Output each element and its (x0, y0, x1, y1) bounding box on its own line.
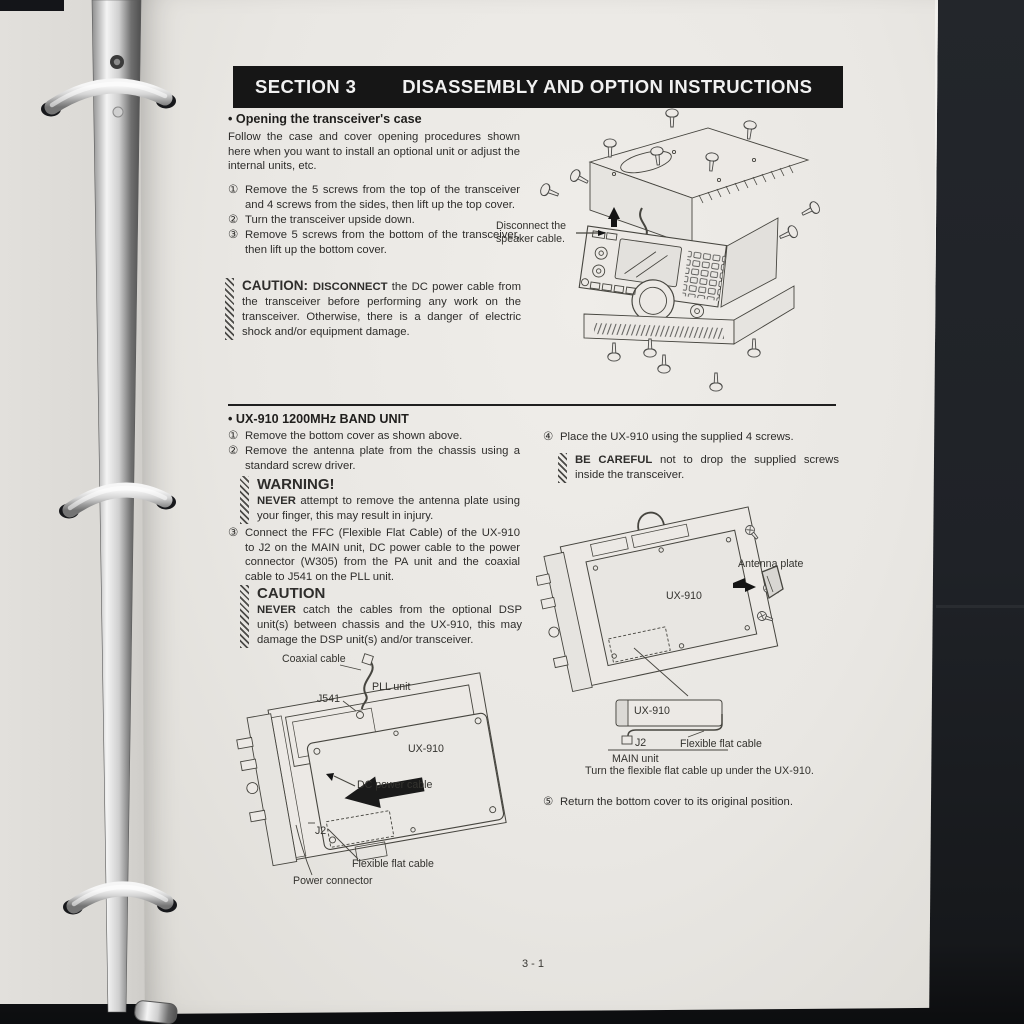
step-text: Place the UX-910 using the supplied 4 screws. (560, 431, 794, 443)
step-number: ① (228, 430, 239, 442)
speaker-cable-label: Disconnect the speaker cable. (496, 220, 567, 245)
step-text: Remove the bottom cover as shown above. (245, 430, 463, 442)
ux910-placement-diagram (536, 488, 840, 768)
be-careful-text (575, 453, 839, 483)
step-text: Turn the transceiver upside down. (245, 213, 415, 226)
caution2-text (257, 585, 522, 648)
hatch-bar-icon (558, 453, 567, 483)
opening-steps (228, 183, 520, 258)
step-number: ② (228, 445, 239, 458)
ffc-caption: Turn the flexible flat cable up under the UX-910. (585, 765, 814, 777)
list-item (228, 429, 520, 444)
j2-label: J2 (315, 825, 327, 837)
caution-block-2 (240, 585, 522, 648)
warning-body: attempt to remove the antenna plate using your finger, this may result in injury. (257, 495, 520, 522)
section-number: SECTION 3 (255, 76, 357, 97)
hatch-bar-icon (240, 585, 249, 648)
ffc-inset-label: Flexible flat cable (680, 738, 762, 750)
be-careful-block (558, 453, 839, 483)
j541-label: J541 (317, 693, 340, 705)
ux910-step-4 (543, 430, 839, 445)
opening-heading: • Opening the transceiver's case (228, 112, 422, 126)
step-text: Remove 5 screws from the bottom of the transceiver, then lift up the bottom cover. (245, 229, 520, 256)
binder-rings (0, 0, 220, 1024)
be-careful-emphasis: BE CAREFUL (575, 454, 653, 466)
hatch-bar-icon (225, 278, 234, 340)
ux910-heading: • UX-910 1200MHz BAND UNIT (228, 412, 409, 426)
flexible-flat-cable-label: Flexible flat cable (352, 858, 434, 870)
caution-body: the DC power cable from the transceiver before performing any work on the transceiver. Otherwise, there is a danger of electric shock and/or equipment damage. (242, 281, 521, 338)
ux910-inset-label: UX-910 (634, 705, 670, 717)
list-item (228, 444, 520, 473)
main-unit-label: MAIN unit (612, 753, 659, 765)
warning-emphasis: NEVER (257, 495, 296, 507)
pll-unit-label: PLL unit (372, 681, 411, 693)
antenna-plate-label: Antenna plate (738, 558, 804, 570)
section-title: DISASSEMBLY AND OPTION INSTRUCTIONS (402, 76, 813, 97)
step-text: Remove the 5 screws from the top of the transceiver and 4 screws from the sides, then lift up the top cover. (245, 184, 520, 211)
hatch-bar-icon (240, 476, 249, 524)
caution2-title: CAUTION (257, 585, 326, 602)
ux910-steps-1-2 (228, 429, 520, 474)
ux910-step-3 (228, 526, 520, 585)
list-item (228, 228, 520, 257)
step-number: ② (228, 213, 239, 226)
j2-inset-label: J2 (635, 737, 647, 749)
step-text: Remove the antenna plate from the chassis using a standard screw driver. (245, 445, 520, 472)
coaxial-cable-label: Coaxial cable (282, 653, 346, 665)
step-number: ⑤ (543, 796, 554, 808)
caution-label: CAUTION: (242, 278, 313, 293)
dc-power-cable-label: DC power cable (357, 779, 433, 791)
list-item (228, 526, 520, 585)
step-text: Connect the FFC (Flexible Flat Cable) of the UX-910 to J2 on the MAIN unit, DC power cable to the power connector (W305) from the PA unit and the coaxial cable to J541 on the PLL unit. (245, 527, 520, 584)
warning-text (257, 476, 520, 524)
list-item (543, 795, 839, 810)
opening-intro: Follow the case and cover opening procedures shown here when you want to install an optional unit or adjust the internal units, etc. (228, 131, 520, 173)
caution-emphasis: DISCONNECT (312, 281, 388, 293)
step-text: Return the bottom cover to its original position. (560, 796, 793, 808)
ux910-step-5 (543, 795, 839, 810)
caution-text (242, 278, 521, 340)
list-item (228, 183, 520, 212)
caution-block (225, 278, 521, 340)
list-item (228, 213, 520, 228)
step-number: ③ (228, 527, 239, 539)
warning-title: WARNING! (257, 476, 335, 493)
section-divider (228, 404, 836, 406)
caution2-body: catch the cables from the optional DSP unit(s) between chassis and the UX-910, this may damage the DSP unit(s) and/or transceiver. (257, 604, 522, 646)
caution2-emphasis: NEVER (257, 604, 296, 616)
page-number: 3 - 1 (521, 958, 544, 970)
step-number: ④ (543, 431, 554, 443)
ux910-plate-label: UX-910 (666, 590, 702, 602)
step-number: ① (228, 184, 239, 196)
ux910-install-diagram (222, 645, 532, 905)
be-careful-body: not to drop the supplied screws inside the transceiver. (575, 454, 839, 481)
step-number: ③ (228, 229, 239, 242)
exploded-view-diagram (494, 102, 842, 402)
list-item (543, 430, 839, 445)
power-connector-label: Power connector (293, 875, 373, 887)
table-seam (936, 605, 1024, 608)
ux910-label: UX-910 (408, 743, 444, 755)
warning-block (240, 476, 520, 524)
